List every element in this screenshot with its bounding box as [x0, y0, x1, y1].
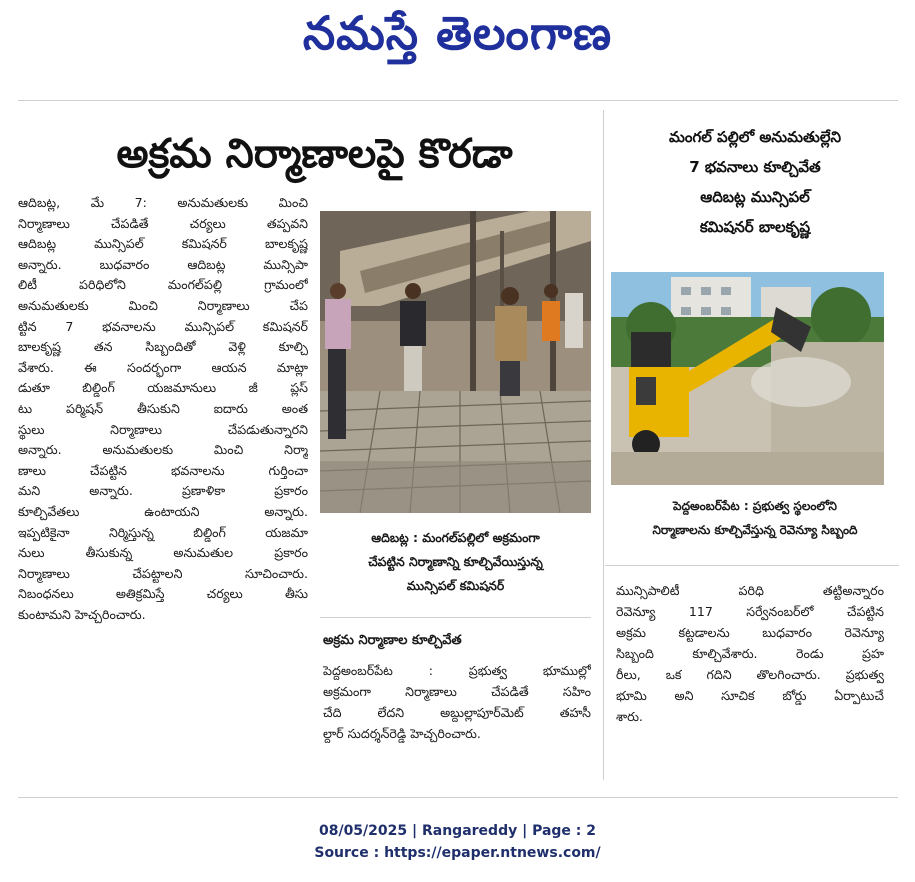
body-line: టు పర్మిషన్ తీసుకుని ఐదారు అంత: [18, 400, 308, 416]
masthead-divider: [18, 100, 898, 101]
body-line: చేది లేదని అబ్దుల్లాపూర్‌మెట్ తహసీ: [323, 705, 591, 720]
body-line: వేశారు. ఈ సందర్భంగా ఆయన మాట్లా: [18, 359, 308, 375]
body-line: ణాలు చేపట్టిన భవనాలను గుర్తించా: [18, 462, 308, 478]
masthead: [0, 0, 915, 80]
body-line: నిర్మాణాలు చేపట్టాలని సూచించారు.: [18, 565, 308, 581]
deck-line: కమిషనర్ బాలకృష్ణ: [699, 218, 811, 236]
body-line: శారు.: [616, 709, 643, 724]
body-line: అనుమతులకు మించి నిర్మాణాలు చేప: [18, 297, 308, 313]
masthead-logo: నమస్తే తెలంగాణ: [302, 6, 613, 60]
body-line: బాలకృష్ణ తన సిబ్బందితో వెళ్లి కూల్చి: [18, 339, 308, 355]
body-line: లిటీ పరిధిలోని మంగల్‌పల్లి గ్రామంలో: [18, 277, 308, 293]
body-line: అన్నారు. అనుమతులకు మించి నిర్మా: [18, 442, 308, 458]
body-line: మని అన్నారు. ప్రణాళికా ప్రకారం: [18, 483, 308, 499]
demolition-site-illustration: [320, 211, 591, 513]
caption-divider: [320, 617, 591, 618]
column-divider: [603, 110, 604, 780]
body-line: నిర్మాణాలు చేపడితే చర్యలు తప్పవని: [18, 215, 308, 231]
caption-line: మున్సిపల్ కమిషనర్: [406, 578, 505, 593]
body-line: అక్రమ కట్టడాలను బుధవారం రెవెన్యూ: [616, 625, 884, 640]
body-line: రీలు, ఒక గదిని తొలగించారు. ప్రభుత్వ: [616, 667, 884, 682]
body-line: సిబ్బంది కూల్చివేశారు. రెండు ప్రహ: [616, 646, 884, 661]
side-story-deck: [612, 122, 898, 242]
body-line: కుంటామని హెచ్చరించారు.: [18, 606, 146, 622]
body-line: మున్సిపాలిటీ పరిధి తట్టిఅన్నారం: [616, 583, 884, 598]
body-line: నిబంధనలు అతిక్రమిస్తే చర్యలు తీసు: [18, 586, 308, 602]
body-line: ఆదిబట్ల, మే 7: అనుమతులకు మించి: [18, 195, 308, 210]
side-story-body: [616, 580, 884, 727]
caption-line: పెద్దఅంబర్‌పేట : ప్రభుత్వ స్థలంలోని: [673, 499, 837, 513]
main-headline: అక్రమ నిర్మాణాలపై కొరడా: [116, 131, 513, 177]
excavator-illustration: [611, 272, 884, 485]
page-meta: 08/05/2025 | Rangareddy | Page : 2: [318, 823, 597, 839]
body-line: పెద్దఅంబర్‌పేట : ప్రభుత్వ భూముల్లో: [323, 663, 591, 678]
deck-line: ఆదిబట్ల మున్సిపల్: [700, 188, 810, 206]
body-line: ట్టిన 7 భవనాలను మున్సిపల్ కమిషనర్: [18, 318, 308, 334]
main-story-body: [18, 193, 308, 625]
deck-line: 7 భవనాలు కూల్చివేత: [689, 158, 821, 176]
sub-story-body: [323, 660, 591, 744]
caption-line: నిర్మాణాలను కూల్చివేస్తున్న రెవెన్యూ సిబ్బంది: [652, 523, 858, 537]
main-story-photo: [320, 211, 591, 513]
body-line: భూమి అని సూచిక బోర్డు ఏర్పాటుచే: [616, 688, 884, 703]
caption-divider: [605, 565, 899, 566]
body-line: అన్నారు. బుధవారం ఆదిబట్ల మున్సిపా: [18, 256, 308, 272]
body-line: స్థులు నిర్మాణాలు చేపడుతున్నారని: [18, 421, 308, 437]
sub-story-heading: అక్రమ నిర్మాణాల కూల్చివేత: [323, 633, 462, 648]
body-line: ఇప్పటికైనా నిర్మిస్తున్న బిల్డింగ్ యజమా: [18, 524, 308, 540]
body-line: ల్దార్ సుదర్శన్‌రెడ్డి హెచ్చరించారు.: [323, 726, 481, 741]
caption-line: చేపట్టిన నిర్మాణాన్ని కూల్చివేయిస్తున్న: [368, 554, 543, 569]
body-line: ఆదిబట్ల మున్సిపల్ కమిషనర్ బాలకృష్ణ: [18, 236, 308, 252]
body-line: అక్రమంగా నిర్మాణాలు చేపడితే సహిం: [323, 684, 591, 699]
side-story-photo: [611, 272, 884, 485]
main-photo-caption: [320, 526, 591, 598]
caption-line: ఆదిబట్ల : మంగల్‌పల్లిలో అక్రమంగా: [371, 530, 540, 545]
source-link[interactable]: Source : https://epaper.ntnews.com/: [314, 845, 601, 861]
body-line: రెవెన్యూ 117 సర్వేనంబర్‌లో చేపట్టిన: [616, 604, 884, 619]
body-line: కూల్చివేతలు ఉంటాయని అన్నారు.: [18, 503, 308, 519]
body-line: డుతూ బిల్డింగ్ యజమానులు జీ ప్లస్: [18, 380, 308, 396]
side-photo-caption: [605, 494, 905, 542]
footer-divider: [18, 797, 898, 798]
body-line: నులు తీసుకున్న అనుమతుల ప్రకారం: [18, 545, 308, 561]
deck-line: మంగల్ పల్లిలో అనుమతుల్లేని: [668, 128, 841, 146]
